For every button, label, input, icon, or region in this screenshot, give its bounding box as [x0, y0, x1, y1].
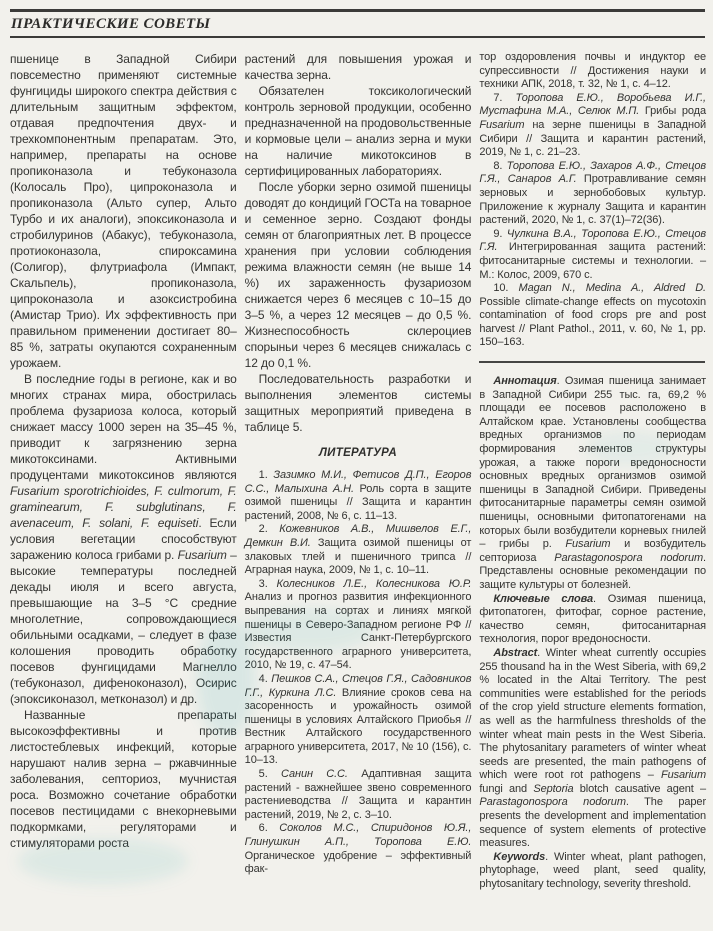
column-3 [479, 51, 706, 892]
paragraph: Обязателен токсикологический контроль зерновой продукции, особенно предназначенной на продовольственные и кормовые цели – анализ зерна и муки на наличие микотоксинов в сертифицированных лабораториях. [244, 84, 472, 178]
reference-item: 4. Пешков С.А., Стецов Г.Я., Садовников Г.Г., Куркина Л.С. Влияние сроков сева на засоренность и урожайность озимой пшеницы в условиях Алтайского Приобья // Вестник Алтайского государственного аграрного университета, 2017, № 10 (156), с. 10–13. [244, 672, 472, 767]
annotation-paragraph: Аннотация. Озимая пшеница занимает в Западной Сибири 255 тыс. га, 69,2 % площади ее посевов расположено в Алтайском крае. Установлены сообщества вредных организмов по периодам формирования элементов структуры урожая, а также пороги вредоносности основных вредных организмов озимой пшеницы в Западной Сибири. Приведены фитосанитарные параметры семян озимой пшеницы, основными фитопатогенами на которых были возбудители корневых гнилей – грибы р. Fusarium и возбудитель септориоза Parastagonospora nodorum. Представлены основные рекомендации по защите культуры от болезней. [479, 375, 707, 591]
paragraph: пшенице в Западной Сибири повсеместно применяют системные фунгициды широкого спектра действия с длительным защитным эффектом, отдавая предпочтения двух- и трехкомпонентным препаратам. Это, например, препараты на основе пропиконазола и тебуконазола (Колосаль Про), ципроконазола и пропиконазола (Альто супер, Альто Турбо и их аналоги), эпоксиконазола и стробилуринов (Абакус), тебуконазола, протиоконазола, спироксамина (Солигор), флутриафола (Импакт, Скальпель), пропиконазола, ципроконазола и азоксистробина (Амистар Трио). Их эффективность при правильном применении достигает 80–85 %, затраты окупаются сохраненным урожаем. [10, 52, 237, 370]
reference-item: 3. Колесников Л.Е., Колесникова Ю.Р. Анализ и прогноз развития инфекционного выпревания на сортах и линиях мягкой пшеницы в Северо-Западном регионе РФ // Известия Санкт-Петербургского государственного аграрного университета, 2010, № 19, с. 47–54. [244, 577, 472, 672]
section-divider [479, 361, 705, 363]
column-2 [245, 51, 472, 877]
reference-item: 7. Торопова Е.Ю., Воробьева И.Г., Мустафина М.А., Селюк М.П. Грибы рода Fusarium на зерне пшеницы в Западной Сибири // Защита и карантин растений, 2019, № 1, с. 21–23. [479, 91, 707, 159]
column-1 [10, 51, 237, 851]
section-title: ПРАКТИЧЕСКИЕ СОВЕТЫ [11, 16, 211, 32]
annotation-paragraph: Keywords. Winter wheat, plant pathogen, phytophage, weed plant, seed quality, phytosanitary technology, severity threshold. [479, 850, 707, 891]
reference-item: 6. Соколов М.С., Спиридонов Ю.Я., Глинушкин А.П., Торопова Е.Ю. Органическое удобрение – эффективный фак- [244, 822, 472, 876]
paragraph: растений для повышения урожая и качества зерна. [244, 52, 472, 82]
paragraph: После уборки зерно озимой пшеницы доводят до кондиций ГОСТа на товарное и семенное зерно. Создают фонды семян от благоприятных лет. В процессе хранения при условии соблюдения режима влажности семян (не выше 14 %) их зараженность фузариозом снижается через 6 месяцев с 10–15 до 3–5 %, а через 12 месяцев – до 0,5 %. Жизнеспособность склероциев спорыньи через 6 месяцев снижалась с 12 до 0,1 %. [244, 180, 472, 370]
paragraph: В последние годы в регионе, как и во многих странах мира, обострилась проблема фузариоза колоса, который снижает массу 1000 зерен на 35–45 %, приводит к загрязнению зерна микотоксинами. Активными продуцентами микотоксинов являются Fusarium sporotrichioides, F. culmorum, F. graminearum, F. subglutinans, F. avenaceum, F. solani, F. equiseti. Если условия вегетации способствуют заражению колоса грибами р. Fusarium – высокие температуры последней декады июля и всего августа, превышающие на 3–5 °С средние многолетние, сопровождающиеся обильными осадками, – следует в фазе колошения проводить обработку посевов фунгицидами Магнелло (тебуконазол, дифеноконазол), Осирис (эпоксиконазол, метконазол) и др. [10, 372, 237, 706]
literature-heading: ЛИТЕРАТУРА [318, 447, 398, 459]
paragraph: Последовательность разработки и выполнения элементов системы защитных мероприятий приведена в таблице 5. [244, 372, 472, 434]
reference-item: 9. Чулкина В.А., Торопова Е.Ю., Стецов Г.Я. Интегрированная защита растений: фитосанитарные системы и технологии. – М.: Колос, 2009, 670 с. [479, 227, 707, 281]
reference-item: тор оздоровления почвы и индуктор ее супрессивности // Достижения науки и техники АПК, 2018, т. 32, № 1, с. 4–12. [479, 51, 707, 91]
annotation-paragraph: Ключевые слова. Озимая пшеница, фитопатоген, фитофаг, сорное растение, качество семян, фитосанитарная технология, порог вредоносности. [479, 592, 707, 646]
article-body [0, 38, 713, 892]
reference-item: 5. Санин С.С. Адаптивная защита растений - важнейшее звено современного растениеводства // Защита и карантин растений, 2019, № 2, с. 3–10. [244, 768, 472, 821]
paragraph: Названные препараты высокоэффективны и против листостеблевых инфекций, которые нарушают налив зерна – ржавчинные заболевания, септориоз, мучнистая роса. Возможно сочетание обработки посевов пестицидами с внекорневыми подкормками, регуляторами и стимуляторами роста [10, 708, 237, 850]
reference-item: 1. Зазимко М.И., Фетисов Д.П., Егоров С.С., Малыхина А.Н. Роль сорта в защите озимой пшеницы // Защита и карантин растений, 2008, № 6, с. 11–13. [244, 469, 472, 522]
annotation-paragraph: Abstract. Winter wheat currently occupies 255 thousand ha in the West Siberia, with 69,2 % located in the Altai Territory. The pest communities were established for the periods of the crop yield structure elements formation, as well as the harmfulness thresholds of the winter wheat main pests in the West Siberia. The phytosanitary parameters of winter wheat seeds are presented, the main pathogens of which were root rot pathogens – Fusarium fungi and Septoria blotch causative agent – Parastagonospora nodorum. The paper presents the development and implementation sequence of system elements of protective measures. [479, 646, 707, 850]
reference-item: 8. Торопова Е.Ю., Захаров А.Ф., Стецов Г.Я., Санаров А.Г. Протравливание семян зерновых и зернобобовых культур. Приложение к журналу Защита и карантин растений, 2020, № 1, с. 37(1)–72(36). [479, 159, 707, 227]
reference-item: 10. Magan N., Medina A., Aldred D. Possible climate-change effects on mycotoxin contamination of food crops pre and post harvest // Plant Pathol., 2011, v. 60, № 1, pp. 150–163. [479, 282, 707, 349]
reference-item: 2. Кожевников А.В., Мишвелов Е.Г., Демкин В.И. Защита озимой пшеницы от злаковых тлей и пшеничного трипса // Аграрная наука, 2009, № 1, с. 10–11. [244, 523, 472, 577]
page-header [0, 0, 713, 38]
